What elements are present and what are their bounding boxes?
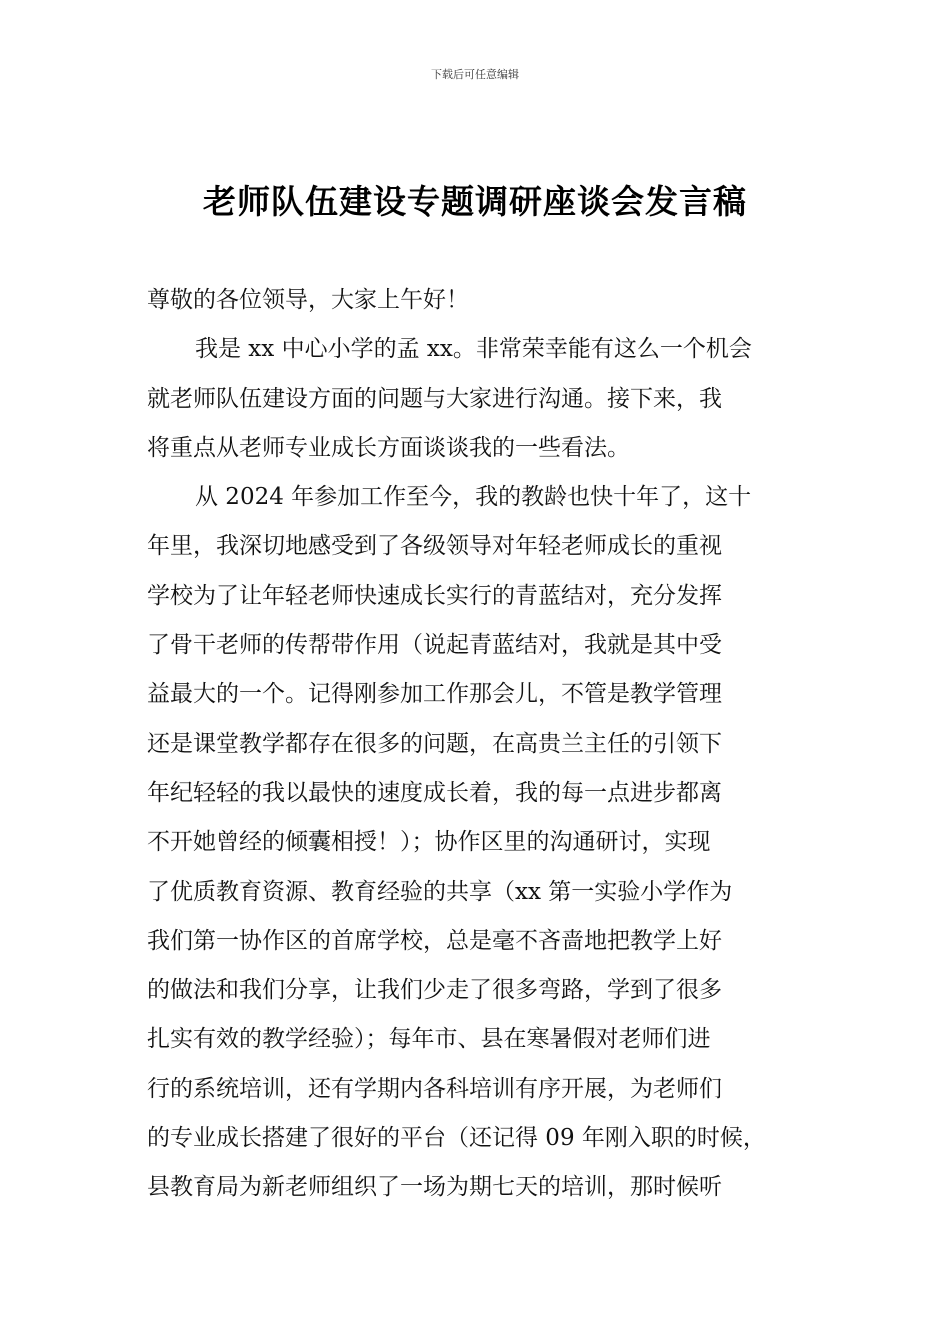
body-line-greeting: 尊敬的各位领导，大家上午好！ [147, 287, 469, 313]
body-line: 还是课堂教学都存在很多的问题，在高贵兰主任的引领下 [147, 730, 722, 757]
body-line: 从 2024 年参加工作至今，我的教龄也快十年了，这十 [195, 484, 752, 511]
body-line: 将重点从老师专业成长方面谈谈我的一些看法。 [147, 434, 630, 461]
body-line: 的做法和我们分享，让我们少走了很多弯路，学到了很多 [147, 977, 722, 1004]
body-line: 了骨干老师的传帮带作用（说起青蓝结对，我就是其中受 [147, 632, 722, 659]
body-line: 学校为了让年轻老师快速成长实行的青蓝结对，充分发挥 [147, 582, 722, 609]
body-line: 不开她曾经的倾囊相授！）；协作区里的沟通研讨，实现 [147, 829, 711, 856]
body-line: 益最大的一个。记得刚参加工作那会儿，不管是教学管理 [147, 681, 722, 708]
body-line: 扎实有效的教学经验）；每年市、县在寒暑假对老师们进 [147, 1026, 711, 1053]
body-line: 就老师队伍建设方面的问题与大家进行沟通。接下来，我 [147, 385, 722, 412]
body-line: 年纪轻轻的我以最快的速度成长着，我的每一点进步都离 [147, 779, 722, 806]
body-line: 年里，我深切地感受到了各级领导对年轻老师成长的重视 [147, 533, 722, 560]
document-body [147, 276, 847, 1213]
body-line: 的专业成长搭建了很好的平台（还记得 09 年刚入职的时候， [147, 1125, 766, 1152]
body-line: 县教育局为新老师组织了一场为期七天的培训，那时候听 [147, 1174, 722, 1201]
header-note: 下载后可任意编辑 [431, 68, 519, 81]
document-title: 老师队伍建设专题调研座谈会发言稿 [203, 182, 747, 221]
body-line: 我是 xx 中心小学的孟 xx。非常荣幸能有这么一个机会 [195, 336, 752, 363]
body-line: 我们第一协作区的首席学校，总是毫不吝啬地把教学上好 [147, 927, 722, 954]
body-line: 行的系统培训，还有学期内各科培训有序开展，为老师们 [147, 1075, 722, 1102]
body-line: 了优质教育资源、教育经验的共享（xx 第一实验小学作为 [147, 878, 733, 905]
